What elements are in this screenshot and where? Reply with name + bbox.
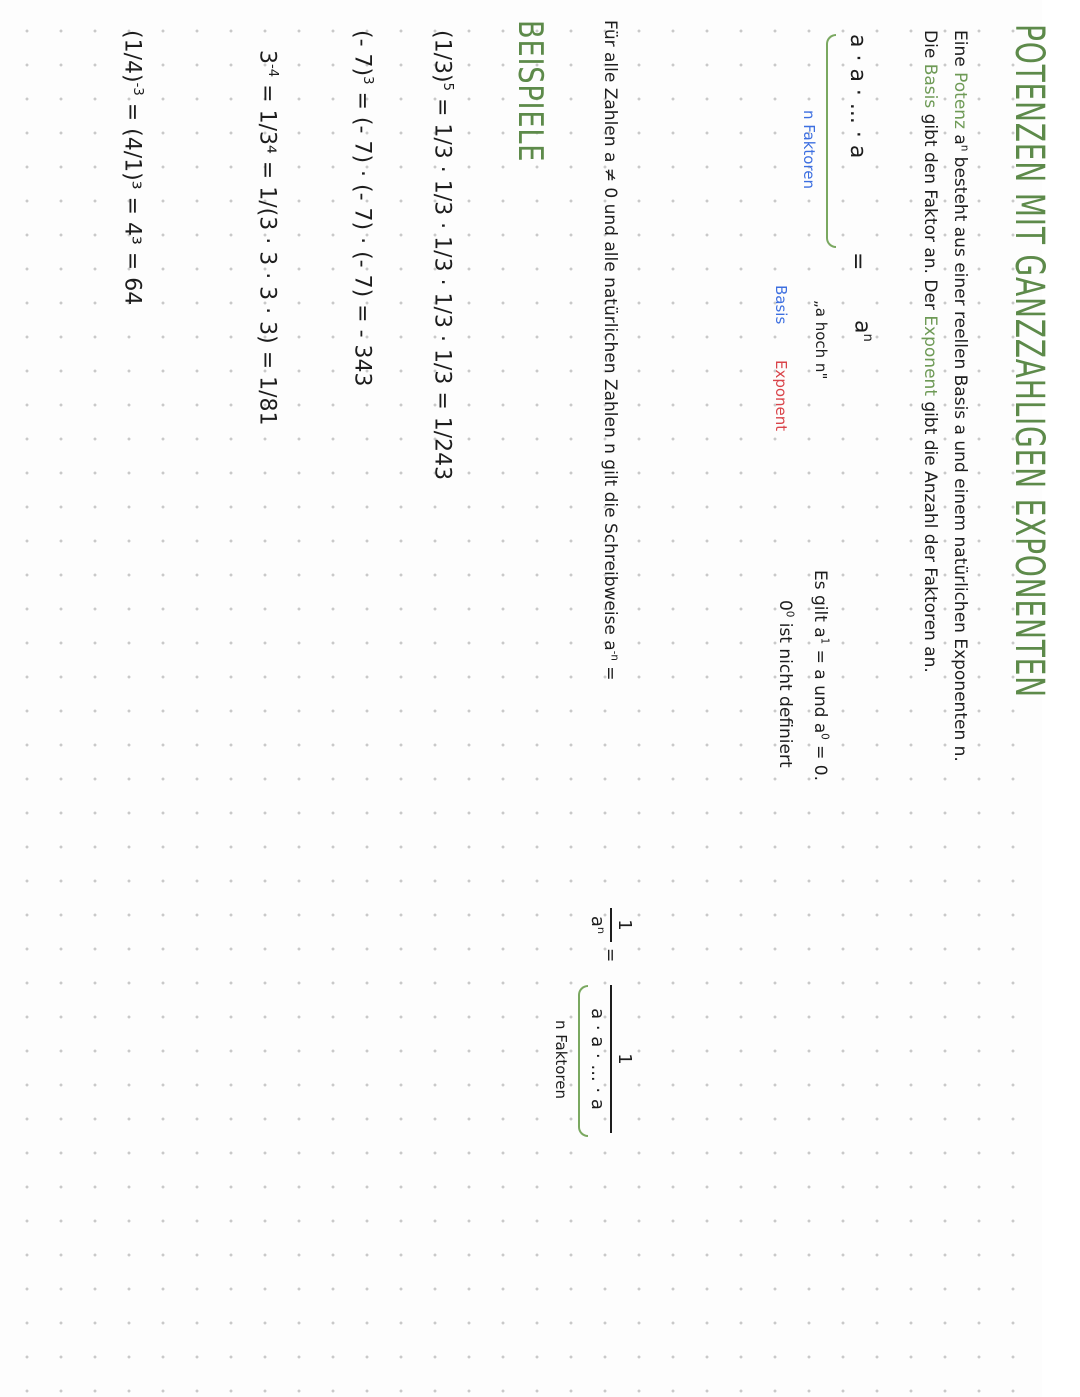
reading-label: „a hoch n" <box>812 300 830 380</box>
definition-power: $a^n$ <box>849 320 875 342</box>
basis-term: Basis <box>920 63 940 109</box>
example-4: $(1/4)^{-3} = (4/1)^3 = 4^3 = 64$ <box>119 30 145 306</box>
rule-fraction-2: 1 a · a · ... · a <box>587 985 635 1133</box>
definition-equals: = <box>845 252 870 271</box>
n-faktoren-label: n Faktoren <box>800 110 818 190</box>
exponent-label: Exponent <box>772 360 790 432</box>
rule-equals: = <box>600 948 620 963</box>
intro-line-1: Eine Potenz $a^n$ besteht aus einer reellen Basis a und einem natürlichen Exponenten n. <box>950 30 970 762</box>
definition-product: a · a · ... · a <box>845 34 870 159</box>
examples-heading: BEISPIELE <box>510 20 550 163</box>
exponent-term: Exponent <box>920 315 940 396</box>
potenz-term: Potenz <box>950 72 970 129</box>
intro-line-2: Die Basis gibt den Faktor an. Der Exponent gibt die Anzahl der Faktoren an. <box>920 30 940 673</box>
rule-under-label: n Faktoren <box>552 1020 570 1100</box>
rule-brace <box>578 985 588 1137</box>
example-1: $(1/3)^5 = 1/3 \cdot 1/3 \cdot 1/3 \cdot 1/3 \cdot 1/3 = 1/243$ <box>429 30 455 481</box>
faktoren-brace <box>826 34 836 248</box>
page-title: POTENZEN MIT GANZZAHLIGEN EXPONENTEN <box>1006 24 1052 698</box>
example-2: (- 7)$^3$ = (- 7) · (- 7) · (- 7) = - 343 <box>349 30 375 387</box>
note-undefined: $0^0$ ist nicht definiert <box>775 600 795 768</box>
basis-label: Basis <box>772 285 790 325</box>
rule-fraction-1: 1 aⁿ <box>587 908 635 942</box>
rule-text: Für alle Zahlen a ≠ 0 und alle natürlichen Zahlen n gilt die Schreibweise $a^{-n}$ = <box>600 20 620 681</box>
example-3: $3^{-4} = 1/3^4 = 1/(3 \cdot 3 \cdot 3 \cdot 3) = 1/81$ <box>254 50 280 426</box>
note-one-zero: Es gilt $a^1 = a$ und $a^0 = 0$. <box>810 570 830 782</box>
